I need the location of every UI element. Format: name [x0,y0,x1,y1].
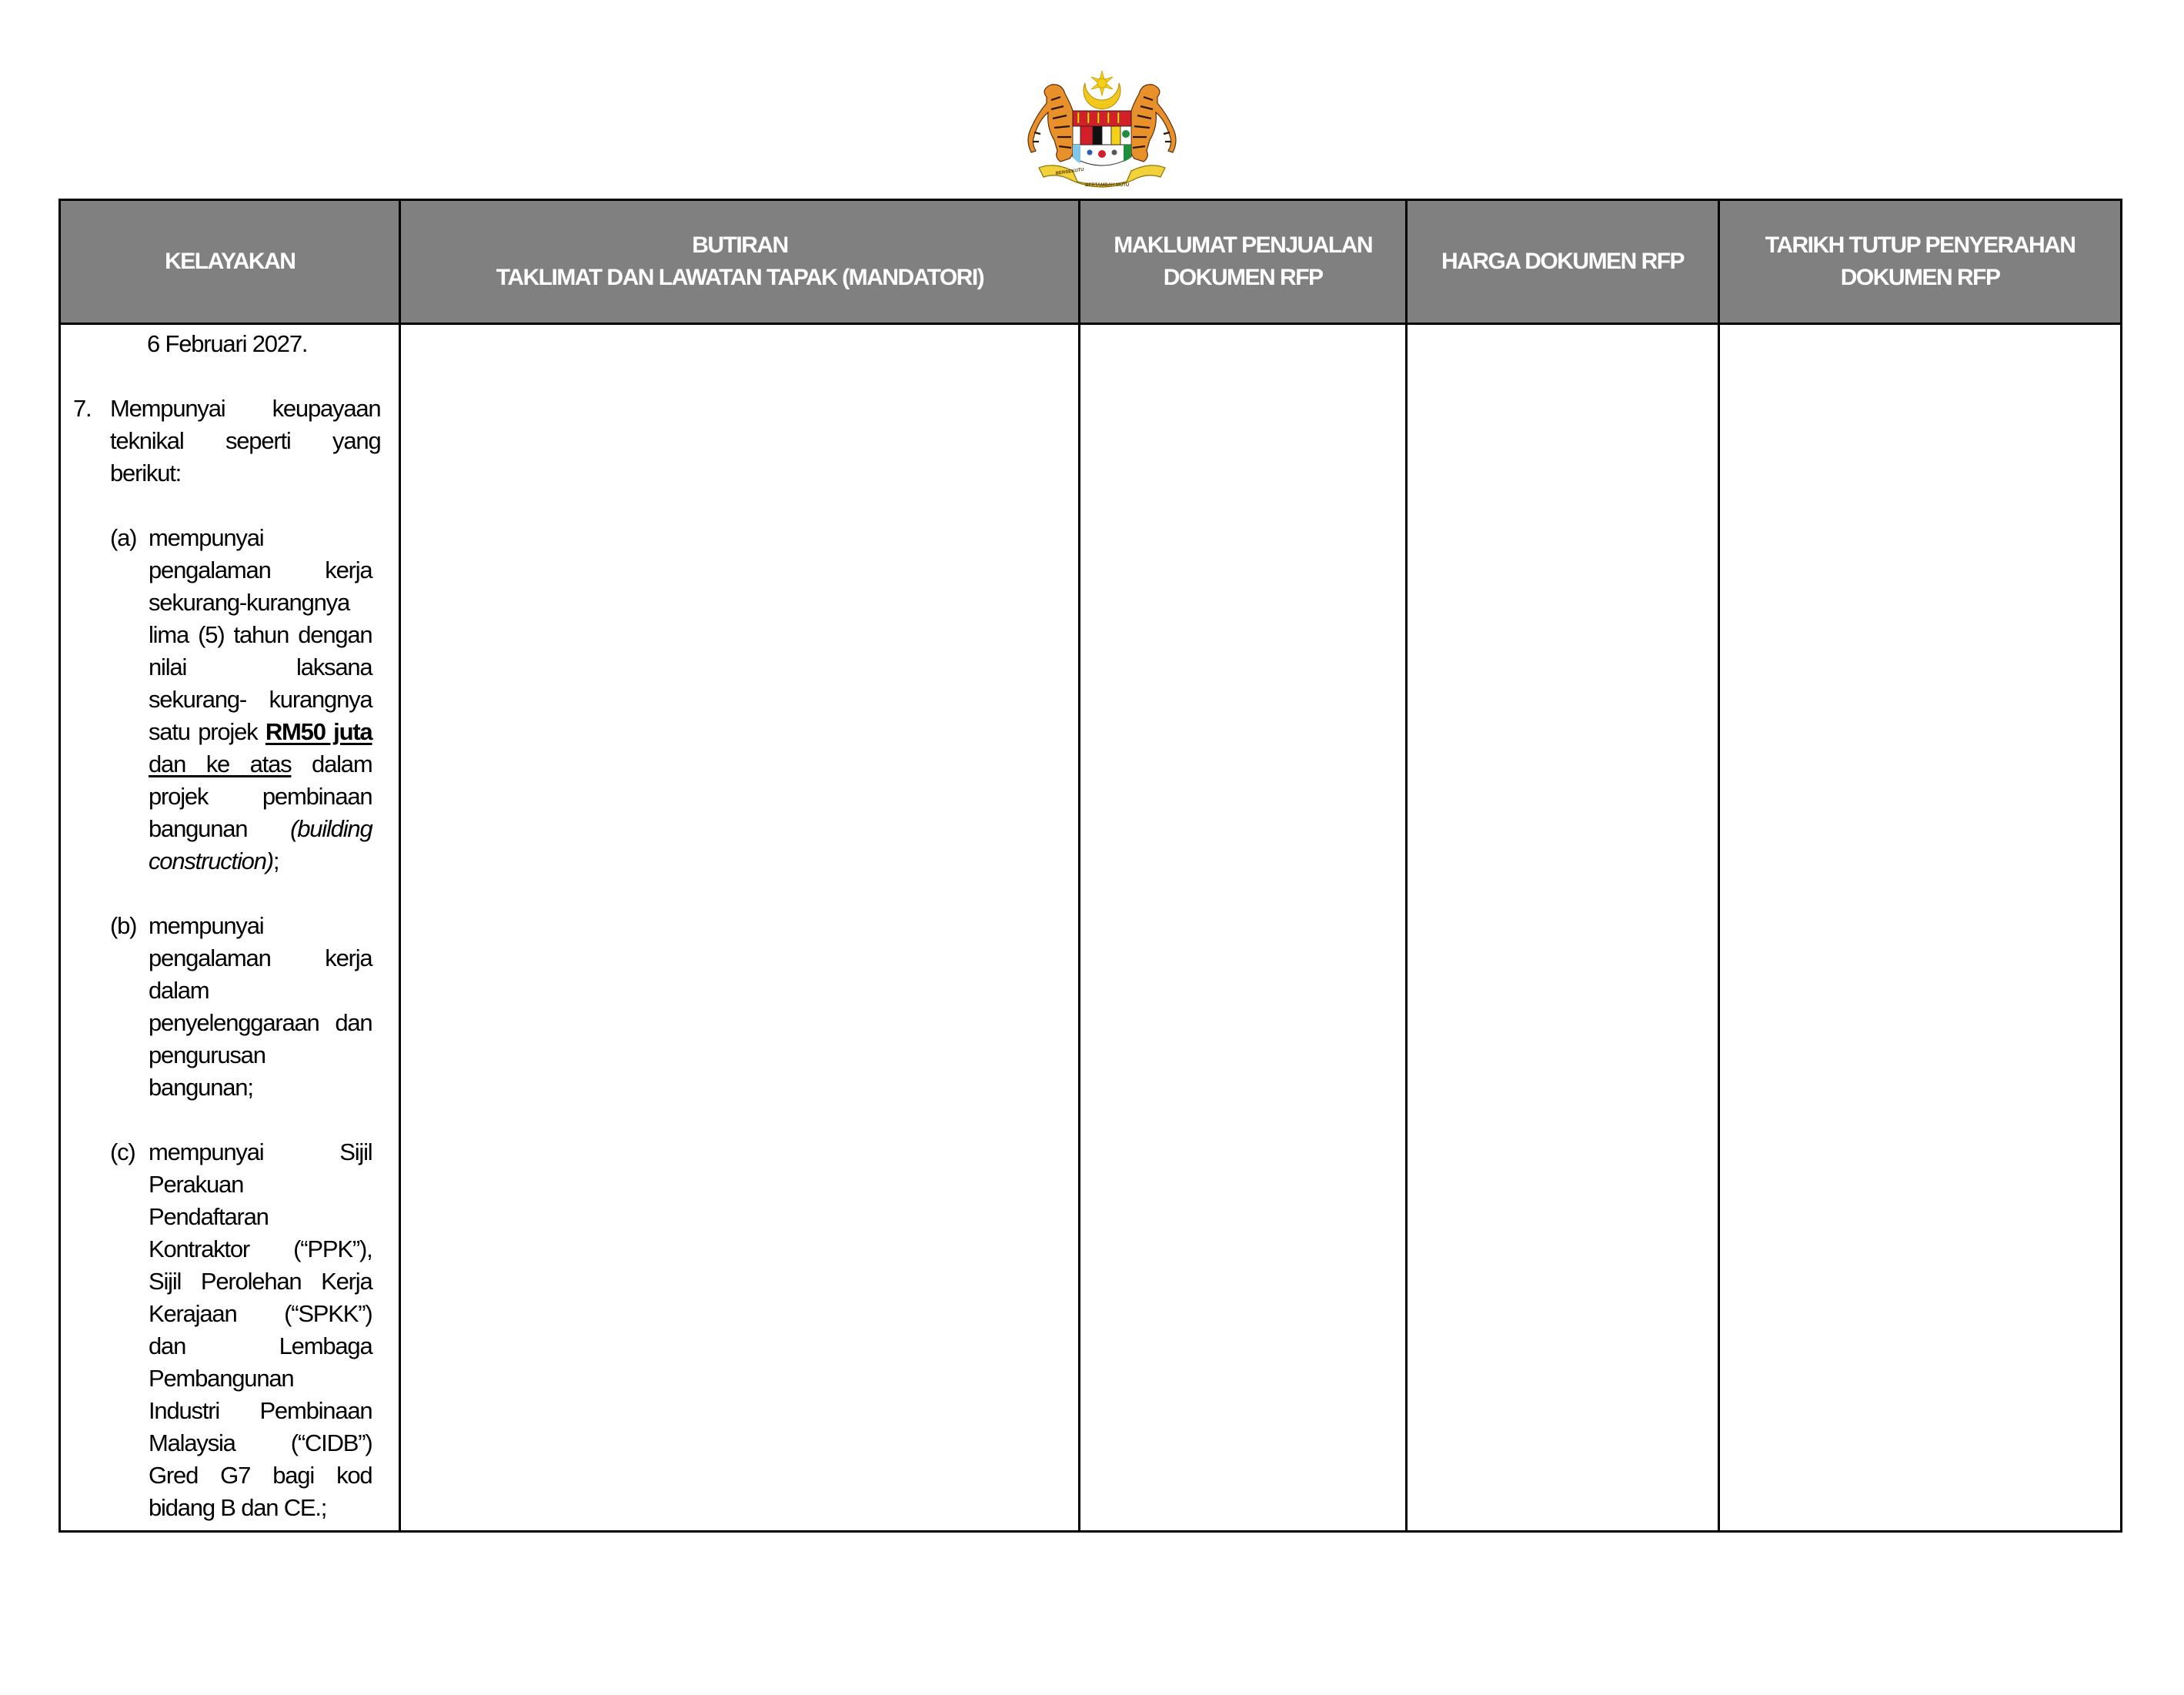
header-maklumat-penjualan [1080,200,1406,324]
sub-b-line: pengurusan [149,1041,265,1068]
sub-b-line: pengalaman kerja [149,944,372,971]
continued-date-line: 6 Februari 2027. [147,330,308,357]
coat-of-arms-crest-icon [1024,66,1180,197]
sub-item-label: (a) [110,524,137,551]
sub-a-text: ; [272,848,279,874]
sub-c-line: Industri Pembinaan [149,1397,372,1424]
sub-a-line [149,716,372,748]
sub-item-label: (b) [110,912,137,939]
header-maklumat-line2: DOKUMEN RFP [1163,265,1323,290]
header-maklumat-line1: MAKLUMAT PENJUALAN [1114,232,1373,258]
sub-a-line: sekurang- kurangnya [149,686,372,713]
header-harga-dokumen [1406,200,1718,324]
rfp-table [58,199,2122,1533]
sub-item-a [61,522,399,878]
sub-b-line: mempunyai [149,912,264,939]
header-kelayakan [60,200,400,324]
header-butiran [400,200,1080,324]
sub-a-line [149,845,372,878]
rm50-juta-emphasis: RM50 juta [265,718,372,745]
sub-c-line: Pembangunan [149,1365,294,1392]
cell-butiran [400,324,1080,1532]
table-header-row [60,200,2122,324]
list-item-number: 7. [73,395,92,422]
header-butiran-line1: BUTIRAN [692,232,788,258]
header-tarikh-line1: TARIKH TUTUP PENYERAHAN [1765,232,2075,258]
sub-c-line: Perakuan [149,1171,244,1198]
sub-a-line: nilai laksana [149,654,372,680]
sub-c-line: mempunyai Sijil [149,1138,372,1165]
sub-a-text: dalam [291,751,372,777]
sub-a-text: bangunan [149,815,291,842]
sub-a-text: satu projek [149,718,265,745]
sub-item-label: (c) [110,1138,135,1165]
header-tarikh-tutup [1719,200,2122,324]
sub-c-line: Kerajaan (“SPKK”) [149,1300,372,1327]
table-row [60,324,2122,1532]
sub-c-line: Kontraktor (“PPK”), [149,1235,372,1262]
item7-line: teknikal seperti yang [110,427,381,454]
sub-a-line: mempunyai [149,524,264,551]
svg-text:BERSEKUTU: BERSEKUTU [1055,167,1085,176]
cell-tarikh-tutup [1719,324,2122,1532]
sub-a-line [149,748,372,781]
cell-kelayakan [60,324,400,1532]
sub-b-line: bangunan; [149,1074,253,1101]
sub-b-line: dalam [149,977,209,1004]
sub-c-line: bidang B dan CE.; [149,1494,327,1521]
item7-line: Mempunyai keupayaan [110,395,381,422]
svg-text:BERTAMBAH MUTU: BERTAMBAH MUTU [1085,183,1130,188]
sub-a-line: pengalaman kerja [149,557,372,583]
sub-item-b [61,910,399,1104]
sub-c-line: Pendaftaran [149,1203,269,1230]
sub-c-line: Malaysia (“CIDB”) [149,1429,372,1456]
sub-a-line: sekurang-kurangnya [149,589,350,616]
item7-line: berikut: [110,460,182,486]
header-kelayakan-label: KELAYAKAN [165,249,296,274]
header-tarikh-line2: DOKUMEN RFP [1840,265,2000,290]
dan-ke-atas-emphasis: dan ke atas [149,751,292,777]
sub-c-line: Sijil Perolehan Kerja [149,1268,372,1295]
sub-a-italic: (building [290,815,372,842]
sub-a-line: lima (5) tahun dengan [149,621,372,648]
cell-maklumat-penjualan [1080,324,1406,1532]
header-butiran-line2: TAKLIMAT DAN LAWATAN TAPAK (MANDATORI) [496,265,984,290]
sub-c-line: dan Lembaga [149,1332,372,1359]
sub-a-italic: construction) [149,848,273,874]
sub-a-line [149,813,372,845]
list-item-7 [61,393,399,490]
sub-a-line: projek pembinaan [149,783,372,810]
header-harga-label: HARGA DOKUMEN RFP [1441,249,1685,274]
sub-c-line: Gred G7 bagi kod [149,1462,372,1489]
sub-item-c [61,1136,399,1524]
sub-b-line: penyelenggaraan dan [149,1009,372,1036]
cell-harga-dokumen [1406,324,1718,1532]
